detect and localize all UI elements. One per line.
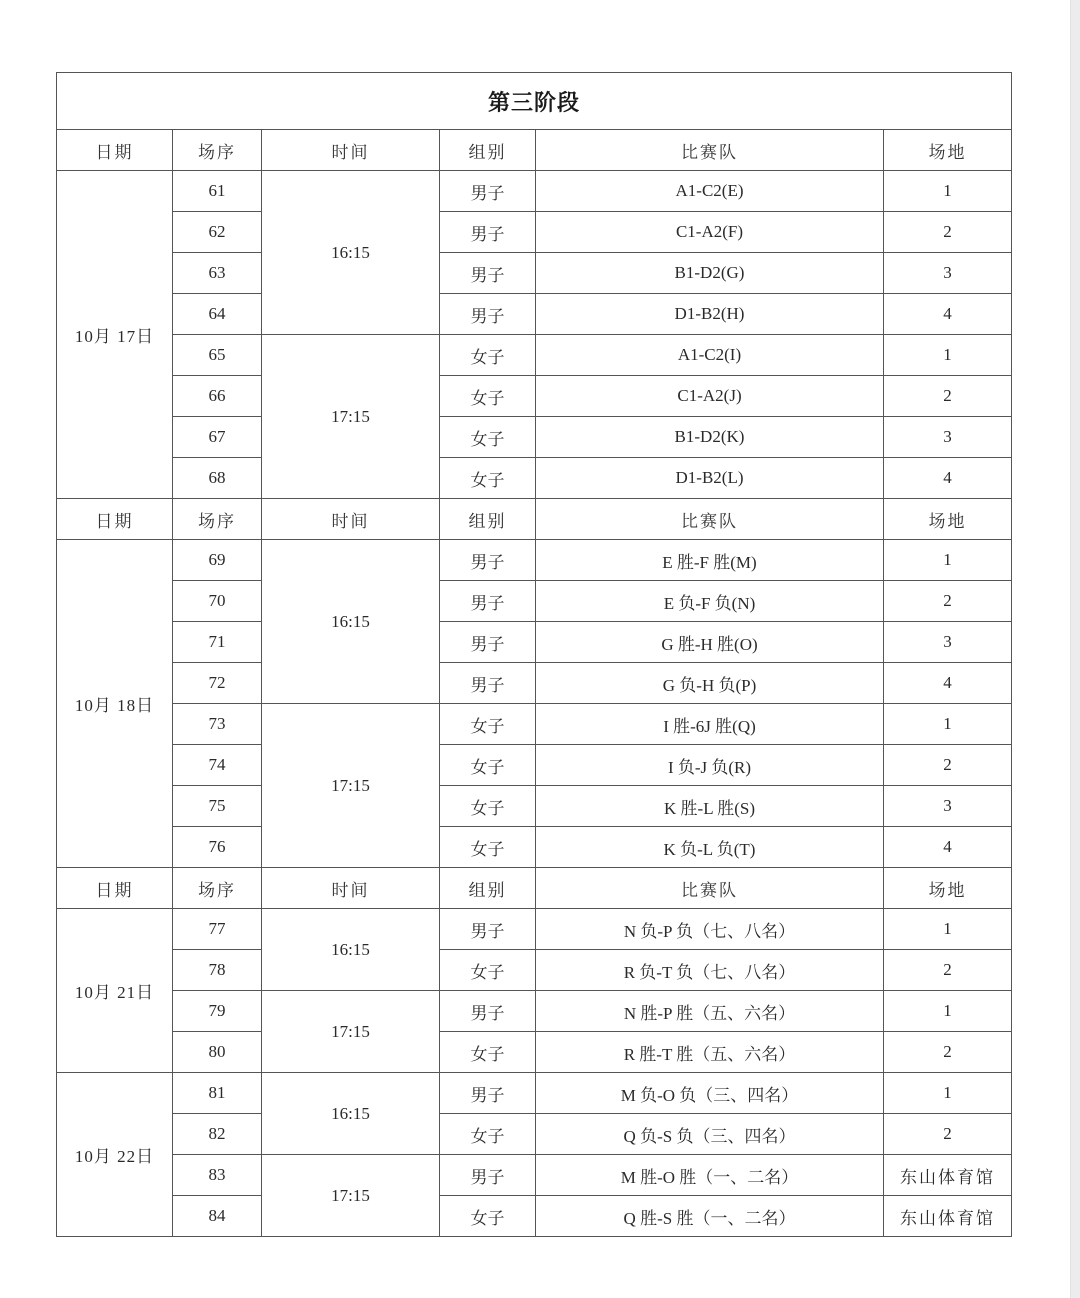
group-cell: 女子 <box>440 1032 536 1073</box>
group-cell: 男子 <box>440 1155 536 1196</box>
teams-cell: C1-A2(J) <box>536 376 884 417</box>
group-cell: 女子 <box>440 1196 536 1237</box>
table-title: 第三阶段 <box>57 73 1012 130</box>
seq-cell: 84 <box>173 1196 262 1237</box>
venue-cell: 2 <box>884 212 1012 253</box>
teams-cell: D1-B2(L) <box>536 458 884 499</box>
seq-cell: 63 <box>173 253 262 294</box>
time-cell: 17:15 <box>262 704 440 868</box>
venue-cell: 1 <box>884 335 1012 376</box>
time-cell: 16:15 <box>262 171 440 335</box>
page-edge-scrollbar <box>1070 0 1080 1298</box>
table-row <box>57 663 1012 704</box>
header-teams: 比赛队 <box>536 868 884 909</box>
group-cell: 女子 <box>440 704 536 745</box>
header-group: 组别 <box>440 868 536 909</box>
group-cell: 男子 <box>440 253 536 294</box>
header-date: 日期 <box>57 868 173 909</box>
group-cell: 女子 <box>440 745 536 786</box>
seq-cell: 81 <box>173 1073 262 1114</box>
venue-cell: 1 <box>884 540 1012 581</box>
teams-cell: B1-D2(G) <box>536 253 884 294</box>
table-row <box>57 417 1012 458</box>
table-row <box>57 253 1012 294</box>
teams-cell: R 胜-T 胜（五、六名） <box>536 1032 884 1073</box>
table-row <box>57 786 1012 827</box>
venue-cell: 东山体育馆 <box>884 1196 1012 1237</box>
teams-cell: D1-B2(H) <box>536 294 884 335</box>
seq-cell: 82 <box>173 1114 262 1155</box>
venue-cell: 1 <box>884 909 1012 950</box>
time-cell: 16:15 <box>262 909 440 991</box>
header-venue: 场地 <box>884 499 1012 540</box>
table-row <box>57 1155 1012 1196</box>
group-cell: 男子 <box>440 212 536 253</box>
seq-cell: 70 <box>173 581 262 622</box>
venue-cell: 2 <box>884 1032 1012 1073</box>
header-venue: 场地 <box>884 868 1012 909</box>
table-row <box>57 294 1012 335</box>
header-venue: 场地 <box>884 130 1012 171</box>
venue-cell: 1 <box>884 991 1012 1032</box>
venue-cell: 1 <box>884 171 1012 212</box>
seq-cell: 62 <box>173 212 262 253</box>
table-row <box>57 704 1012 745</box>
venue-cell: 4 <box>884 294 1012 335</box>
teams-cell: B1-D2(K) <box>536 417 884 458</box>
date-cell: 10月 18日 <box>57 540 173 868</box>
seq-cell: 76 <box>173 827 262 868</box>
seq-cell: 65 <box>173 335 262 376</box>
group-cell: 女子 <box>440 950 536 991</box>
seq-cell: 80 <box>173 1032 262 1073</box>
venue-cell: 4 <box>884 458 1012 499</box>
seq-cell: 83 <box>173 1155 262 1196</box>
venue-cell: 2 <box>884 745 1012 786</box>
teams-cell: Q 负-S 负（三、四名） <box>536 1114 884 1155</box>
header-row <box>57 130 1012 171</box>
header-seq: 场序 <box>173 868 262 909</box>
time-cell: 17:15 <box>262 335 440 499</box>
group-cell: 女子 <box>440 417 536 458</box>
table-row <box>57 991 1012 1032</box>
teams-cell: N 负-P 负（七、八名） <box>536 909 884 950</box>
group-cell: 女子 <box>440 376 536 417</box>
seq-cell: 73 <box>173 704 262 745</box>
date-cell: 10月 21日 <box>57 909 173 1073</box>
venue-cell: 2 <box>884 950 1012 991</box>
group-cell: 男子 <box>440 171 536 212</box>
table-row <box>57 171 1012 212</box>
header-group: 组别 <box>440 499 536 540</box>
seq-cell: 77 <box>173 909 262 950</box>
teams-cell: Q 胜-S 胜（一、二名） <box>536 1196 884 1237</box>
header-row <box>57 499 1012 540</box>
teams-cell: M 胜-O 胜（一、二名） <box>536 1155 884 1196</box>
group-cell: 男子 <box>440 991 536 1032</box>
header-group: 组别 <box>440 130 536 171</box>
time-cell: 17:15 <box>262 1155 440 1237</box>
table-row <box>57 335 1012 376</box>
teams-cell: G 胜-H 胜(O) <box>536 622 884 663</box>
table-row <box>57 827 1012 868</box>
time-cell: 16:15 <box>262 540 440 704</box>
table-row <box>57 376 1012 417</box>
group-cell: 男子 <box>440 909 536 950</box>
venue-cell: 2 <box>884 581 1012 622</box>
group-cell: 男子 <box>440 540 536 581</box>
header-teams: 比赛队 <box>536 130 884 171</box>
teams-cell: C1-A2(F) <box>536 212 884 253</box>
seq-cell: 61 <box>173 171 262 212</box>
table-row <box>57 1032 1012 1073</box>
seq-cell: 67 <box>173 417 262 458</box>
group-cell: 男子 <box>440 622 536 663</box>
title-row <box>57 73 1012 130</box>
seq-cell: 66 <box>173 376 262 417</box>
group-cell: 女子 <box>440 335 536 376</box>
venue-cell: 4 <box>884 827 1012 868</box>
seq-cell: 72 <box>173 663 262 704</box>
teams-cell: E 负-F 负(N) <box>536 581 884 622</box>
venue-cell: 4 <box>884 663 1012 704</box>
seq-cell: 74 <box>173 745 262 786</box>
time-cell: 17:15 <box>262 991 440 1073</box>
group-cell: 男子 <box>440 294 536 335</box>
table-row <box>57 909 1012 950</box>
header-row <box>57 868 1012 909</box>
venue-cell: 1 <box>884 1073 1012 1114</box>
table-row <box>57 1114 1012 1155</box>
table-row <box>57 622 1012 663</box>
header-time: 时间 <box>262 868 440 909</box>
date-cell: 10月 22日 <box>57 1073 173 1237</box>
header-time: 时间 <box>262 130 440 171</box>
seq-cell: 69 <box>173 540 262 581</box>
teams-cell: R 负-T 负（七、八名） <box>536 950 884 991</box>
teams-cell: I 负-J 负(R) <box>536 745 884 786</box>
header-date: 日期 <box>57 499 173 540</box>
venue-cell: 3 <box>884 253 1012 294</box>
teams-cell: G 负-H 负(P) <box>536 663 884 704</box>
header-seq: 场序 <box>173 499 262 540</box>
table-row <box>57 950 1012 991</box>
group-cell: 女子 <box>440 786 536 827</box>
seq-cell: 71 <box>173 622 262 663</box>
header-teams: 比赛队 <box>536 499 884 540</box>
group-cell: 男子 <box>440 1073 536 1114</box>
schedule-table <box>56 72 1012 1237</box>
venue-cell: 3 <box>884 622 1012 663</box>
table-row <box>57 1073 1012 1114</box>
group-cell: 男子 <box>440 581 536 622</box>
date-cell: 10月 17日 <box>57 171 173 499</box>
seq-cell: 68 <box>173 458 262 499</box>
venue-cell: 2 <box>884 1114 1012 1155</box>
table-row <box>57 540 1012 581</box>
table-row <box>57 212 1012 253</box>
group-cell: 男子 <box>440 663 536 704</box>
venue-cell: 2 <box>884 376 1012 417</box>
table-row <box>57 1196 1012 1237</box>
header-date: 日期 <box>57 130 173 171</box>
seq-cell: 64 <box>173 294 262 335</box>
teams-cell: E 胜-F 胜(M) <box>536 540 884 581</box>
time-cell: 16:15 <box>262 1073 440 1155</box>
header-seq: 场序 <box>173 130 262 171</box>
seq-cell: 75 <box>173 786 262 827</box>
venue-cell: 东山体育馆 <box>884 1155 1012 1196</box>
group-cell: 女子 <box>440 1114 536 1155</box>
seq-cell: 79 <box>173 991 262 1032</box>
teams-cell: A1-C2(E) <box>536 171 884 212</box>
header-time: 时间 <box>262 499 440 540</box>
group-cell: 女子 <box>440 458 536 499</box>
seq-cell: 78 <box>173 950 262 991</box>
group-cell: 女子 <box>440 827 536 868</box>
table-row <box>57 458 1012 499</box>
teams-cell: M 负-O 负（三、四名） <box>536 1073 884 1114</box>
teams-cell: N 胜-P 胜（五、六名） <box>536 991 884 1032</box>
teams-cell: K 负-L 负(T) <box>536 827 884 868</box>
venue-cell: 1 <box>884 704 1012 745</box>
teams-cell: K 胜-L 胜(S) <box>536 786 884 827</box>
venue-cell: 3 <box>884 786 1012 827</box>
table-row <box>57 581 1012 622</box>
teams-cell: A1-C2(I) <box>536 335 884 376</box>
venue-cell: 3 <box>884 417 1012 458</box>
table-row <box>57 745 1012 786</box>
teams-cell: I 胜-6J 胜(Q) <box>536 704 884 745</box>
